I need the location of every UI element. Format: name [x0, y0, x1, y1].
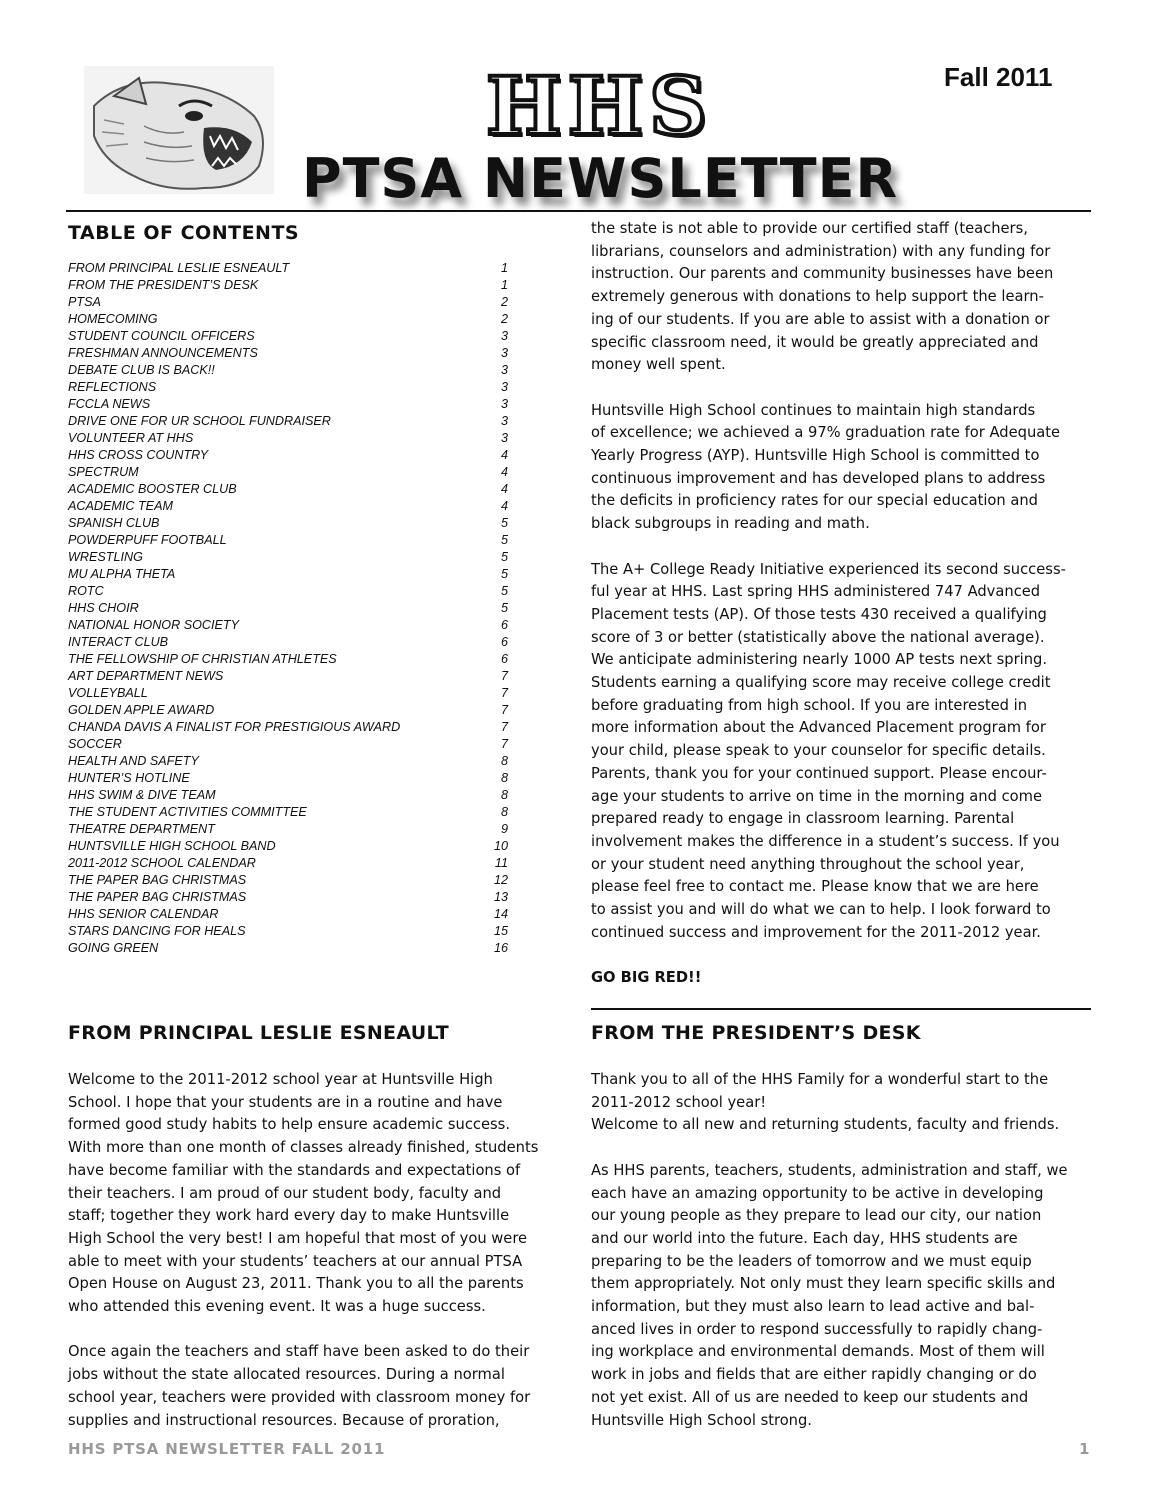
toc-item-title: ROTC: [68, 584, 104, 598]
toc-item-page: 6: [500, 652, 508, 666]
toc-item-page: 5: [500, 584, 508, 598]
text-line: them appropriately. Not only must they learn specific skills and: [591, 1275, 1056, 1293]
toc-item-page: 4: [500, 465, 508, 479]
toc-item-title: INTERACT CLUB: [68, 635, 169, 649]
president-section: [591, 1022, 1093, 1044]
toc-item-title: THEATRE DEPARTMENT: [68, 822, 215, 836]
text-line: Huntsville High School strong.: [591, 1411, 812, 1429]
president-paragraph-2: [591, 1160, 1093, 1432]
principal-paragraph-5: [591, 559, 1093, 945]
toc-item: [68, 464, 508, 481]
toc-item-title: HHS SWIM & DIVE TEAM: [68, 788, 216, 802]
text-line: ing workplace and environmental demands. Most of them will: [591, 1343, 1045, 1361]
toc-item-page: 3: [500, 431, 508, 445]
toc-item: [68, 702, 508, 719]
toc-item-title: DEBATE CLUB IS BACK!!: [68, 363, 215, 377]
toc-item-page: 7: [500, 703, 508, 717]
text-line: their teachers. I am proud of our student body, faculty and: [68, 1184, 502, 1202]
toc-item: [68, 906, 508, 923]
toc-item-page: 8: [500, 788, 508, 802]
toc-item-title: STARS DANCING FOR HEALS: [68, 924, 246, 938]
principal-paragraph-1: [68, 1069, 568, 1319]
toc-item: [68, 515, 508, 532]
toc-item: [68, 940, 508, 957]
toc-item-page: 2: [500, 312, 508, 326]
text-line: involvement makes the difference in a student’s success. If you: [591, 832, 1060, 850]
toc-item-title: HUNTSVILLE HIGH SCHOOL BAND: [68, 839, 276, 853]
toc-item-page: 7: [500, 686, 508, 700]
toc-item-page: 14: [493, 907, 508, 921]
toc-item: [68, 872, 508, 889]
text-line: specific classroom need, it would be greatly appreciated and: [591, 333, 1039, 351]
toc-item-title: FCCLA NEWS: [68, 397, 151, 411]
toc-item: [68, 532, 508, 549]
toc-item-title: MU ALPHA THETA: [68, 567, 176, 581]
principal-section: [68, 1022, 568, 1044]
text-line: 2011-2012 school year!: [591, 1093, 767, 1111]
text-line: Huntsville High School continues to maintain high standards: [591, 401, 1036, 419]
toc-item-page: 7: [500, 720, 508, 734]
toc-item-title: ACADEMIC BOOSTER CLUB: [68, 482, 237, 496]
section-divider: [591, 1008, 1091, 1010]
text-line: instruction. Our parents and community businesses have been: [591, 265, 1054, 283]
toc-item-page: 3: [500, 414, 508, 428]
toc-item-page: 9: [500, 822, 508, 836]
text-line: to assist you and will do what we can to help. I look forward to: [591, 901, 1051, 919]
text-line: jobs without the state allocated resources. During a normal: [68, 1366, 505, 1384]
toc-item-title: HHS SENIOR CALENDAR: [68, 907, 219, 921]
text-line: The A+ College Ready Initiative experienced its second success-: [591, 560, 1066, 578]
text-line: High School the very best! I am hopeful that most of you were: [68, 1229, 528, 1247]
text-line: We anticipate administering nearly 1000 AP tests next spring.: [591, 651, 1048, 669]
toc-item: [68, 838, 508, 855]
toc-item: [68, 770, 508, 787]
toc-item-title: SOCCER: [68, 737, 122, 751]
text-line: continuous improvement and has developed plans to address: [591, 469, 1046, 487]
toc-item: [68, 328, 508, 345]
text-line: the state is not able to provide our certified staff (teachers,: [591, 220, 1028, 237]
toc-item-page: 13: [493, 890, 508, 904]
toc-item-title: HUNTER’S HOTLINE: [68, 771, 190, 785]
text-line: who attended this evening event. It was a huge success.: [68, 1298, 486, 1316]
text-line: have become familiar with the standards and expectations of: [68, 1161, 521, 1179]
toc-item-page: 3: [500, 397, 508, 411]
toc-item: [68, 736, 508, 753]
text-line: please feel free to contact me. Please know that we are here: [591, 878, 1039, 896]
toc-item: [68, 396, 508, 413]
text-line: able to meet with your students’ teachers at our annual PTSA: [68, 1252, 523, 1270]
text-line: prepared ready to engage in classroom learning. Parental: [591, 810, 1015, 828]
principal-paragraph-2: [68, 1341, 568, 1432]
text-line: school year, teachers were provided with classroom money for: [68, 1388, 531, 1406]
toc-item-page: 12: [493, 873, 508, 887]
text-line: continued success and improvement for the 2011-2012 year.: [591, 923, 1041, 941]
toc-item-title: PTSA: [68, 295, 101, 309]
text-line: Students earning a qualifying score may receive college credit: [591, 674, 1051, 692]
toc-item: [68, 294, 508, 311]
principal-body: [68, 1069, 568, 1432]
toc-item: [68, 481, 508, 498]
toc-item-page: 6: [500, 618, 508, 632]
text-line: the deficits in proficiency rates for our special education and: [591, 492, 1039, 510]
toc-item-title: GOLDEN APPLE AWARD: [68, 703, 215, 717]
toc-item: [68, 498, 508, 515]
toc-item-page: 4: [500, 448, 508, 462]
toc-item-page: 1: [500, 278, 508, 292]
toc-item-page: 8: [500, 754, 508, 768]
toc-item-page: 6: [500, 635, 508, 649]
toc-item-title: FROM THE PRESIDENT’S DESK: [68, 278, 259, 292]
president-body: [591, 1069, 1093, 1432]
text-line: your child, please speak to your counselor for specific details.: [591, 742, 1046, 760]
text-line: With more than one month of classes already finished, students: [68, 1139, 539, 1157]
toc-item-title: WRESTLING: [68, 550, 143, 564]
toc-item-title: 2011-2012 SCHOOL CALENDAR: [68, 856, 256, 870]
toc-item-title: FRESHMAN ANNOUNCEMENTS: [68, 346, 258, 360]
text-line: School. I hope that your students are in a routine and have: [68, 1093, 503, 1111]
text-line: extremely generous with donations to help support the learn-: [591, 288, 1044, 306]
toc-item-title: THE PAPER BAG CHRISTMAS: [68, 890, 247, 904]
toc-item: [68, 889, 508, 906]
toc-item-page: 5: [500, 567, 508, 581]
text-line: ing of our students. If you are able to assist with a donation or: [591, 310, 1050, 328]
text-line: each have an amazing opportunity to be active in developing: [591, 1184, 1044, 1202]
footer-label: HHS PTSA NEWSLETTER FALL 2011: [68, 1440, 386, 1458]
toc-item-page: 15: [493, 924, 508, 938]
text-line: Once again the teachers and staff have been asked to do their: [68, 1343, 530, 1361]
text-line: Welcome to all new and returning students, faculty and friends.: [591, 1116, 1060, 1134]
toc-item-page: 8: [500, 805, 508, 819]
text-line: of excellence; we achieved a 97% graduation rate for Adequate: [591, 424, 1061, 442]
toc-item-title: HHS CHOIR: [68, 601, 139, 615]
toc-item: [68, 923, 508, 940]
toc-item-page: 8: [500, 771, 508, 785]
toc-item-title: CHANDA DAVIS A FINALIST FOR PRESTIGIOUS AWARD: [68, 720, 401, 734]
toc-item-page: 4: [500, 499, 508, 513]
toc-item: [68, 685, 508, 702]
text-line: Parents, thank you for your continued support. Please encour-: [591, 764, 1047, 782]
toc-item-title: HEALTH AND SAFETY: [68, 754, 199, 768]
text-line: ful year at HHS. Last spring HHS administered 747 Advanced: [591, 583, 1041, 601]
toc-item: [68, 668, 508, 685]
toc-item: [68, 617, 508, 634]
text-line: more information about the Advanced Placement program for: [591, 719, 1046, 737]
toc-item-page: 11: [494, 856, 508, 870]
president-heading: FROM THE PRESIDENT’S DESK: [591, 1022, 921, 1044]
text-line: before graduating from high school. If you are interested in: [591, 696, 1028, 714]
principal-heading: FROM PRINCIPAL LESLIE ESNEAULT: [68, 1022, 449, 1044]
toc-item-page: 5: [500, 533, 508, 547]
text-line: work in jobs and fields that are either rapidly changing or do: [591, 1366, 1037, 1384]
toc-item-page: 5: [500, 550, 508, 564]
toc-item-title: GOING GREEN: [68, 941, 159, 955]
toc-item-title: DRIVE ONE FOR UR SCHOOL FUNDRAISER: [68, 414, 331, 428]
text-line: money well spent.: [591, 356, 726, 374]
toc-item-title: VOLUNTEER AT HHS: [68, 431, 194, 445]
principal-closing: GO BIG RED!!: [591, 969, 702, 987]
text-line: As HHS parents, teachers, students, administration and staff, we: [591, 1161, 1068, 1179]
toc-item: [68, 719, 508, 736]
toc-item-title: HOMECOMING: [68, 312, 158, 326]
toc-item-title: STUDENT COUNCIL OFFICERS: [68, 329, 255, 343]
toc-item-title: THE FELLOWSHIP OF CHRISTIAN ATHLETES: [68, 652, 337, 666]
toc-item-title: POWDERPUFF FOOTBALL: [68, 533, 227, 547]
text-line: our young people as they prepare to lead our city, our nation: [591, 1207, 1042, 1225]
toc-item: [68, 804, 508, 821]
toc-list: [68, 260, 508, 957]
toc-item: [68, 260, 508, 277]
toc-item: [68, 855, 508, 872]
toc-item-title: THE PAPER BAG CHRISTMAS: [68, 873, 247, 887]
toc-item: [68, 787, 508, 804]
toc-item-page: 16: [493, 941, 508, 955]
toc-heading: TABLE OF CONTENTS: [68, 222, 300, 244]
page-number: 1: [1079, 1440, 1090, 1458]
text-line: Yearly Progress (AYP). Huntsville High School is committed to: [591, 447, 1040, 465]
principal-continued: [591, 218, 1093, 990]
toc-item-page: 3: [500, 363, 508, 377]
toc-item-page: 3: [500, 329, 508, 343]
toc-item: [68, 549, 508, 566]
text-line: not yet exist. All of us are needed to keep our students and: [591, 1388, 1029, 1406]
toc-item-page: 7: [500, 737, 508, 751]
toc-item: [68, 362, 508, 379]
text-line: age your students to arrive on time in the morning and come: [591, 787, 1043, 805]
toc-item: [68, 651, 508, 668]
issue-date: Fall 2011: [944, 62, 1053, 92]
text-line: and our world into the future. Each day, HHS students are: [591, 1229, 1018, 1247]
toc-item: [68, 413, 508, 430]
text-line: formed good study habits to help ensure academic success.: [68, 1116, 511, 1134]
text-line: staff; together they work hard every day to make Huntsville: [68, 1207, 510, 1225]
header-divider: [66, 210, 1091, 212]
newsletter-title: PTSA NEWSLETTER: [302, 147, 899, 210]
toc-item: [68, 821, 508, 838]
toc-item-title: NATIONAL HONOR SOCIETY: [68, 618, 239, 632]
toc-item-title: SPANISH CLUB: [68, 516, 160, 530]
text-line: information, but they must also learn to lead active and bal-: [591, 1298, 1035, 1316]
toc-item-title: THE STUDENT ACTIVITIES COMMITTEE: [68, 805, 307, 819]
text-line: black subgroups in reading and math.: [591, 515, 870, 533]
toc-item: [68, 447, 508, 464]
principal-paragraph-3: [591, 218, 1093, 377]
toc-item-title: ACADEMIC TEAM: [68, 499, 173, 513]
toc-item-title: HHS CROSS COUNTRY: [68, 448, 209, 462]
toc-item: [68, 583, 508, 600]
toc-item: [68, 600, 508, 617]
text-line: librarians, counselors and administration) with any funding for: [591, 242, 1051, 260]
toc-item-page: 4: [500, 482, 508, 496]
toc-item-title: SPECTRUM: [68, 465, 139, 479]
text-line: Welcome to the 2011-2012 school year at Huntsville High: [68, 1071, 493, 1088]
toc-item-page: 10: [493, 839, 508, 853]
toc-item-page: 2: [500, 295, 508, 309]
panther-mascot-icon: [84, 66, 274, 194]
text-line: Placement tests (AP). Of those tests 430 received a qualifying: [591, 605, 1047, 623]
president-paragraph-1: [591, 1069, 1093, 1137]
toc-item: [68, 277, 508, 294]
toc-item: [68, 753, 508, 770]
toc-item-title: ART DEPARTMENT NEWS: [68, 669, 224, 683]
toc-item-title: REFLECTIONS: [68, 380, 157, 394]
school-logo-text: HHS: [486, 59, 713, 153]
text-line: supplies and instructional resources. Because of proration,: [68, 1411, 500, 1429]
toc-item-page: 7: [500, 669, 508, 683]
toc-item: [68, 379, 508, 396]
toc-item: [68, 345, 508, 362]
toc-item-title: FROM PRINCIPAL LESLIE ESNEAULT: [68, 261, 290, 275]
toc-item-page: 3: [500, 346, 508, 360]
toc-item-page: 3: [500, 380, 508, 394]
toc-item: [68, 566, 508, 583]
toc-item-page: 5: [500, 601, 508, 615]
toc-item-page: 1: [500, 261, 508, 275]
toc-item-page: 5: [500, 516, 508, 530]
toc-item-title: VOLLEYBALL: [68, 686, 148, 700]
text-line: preparing to be the leaders of tomorrow and we must equip: [591, 1252, 1032, 1270]
toc-item: [68, 311, 508, 328]
text-line: score of 3 or better (statistically above the national average).: [591, 628, 1045, 646]
toc-item: [68, 634, 508, 651]
text-line: anced lives in order to respond successfully to rapidly chang-: [591, 1320, 1043, 1338]
principal-paragraph-4: [591, 400, 1093, 536]
text-line: Open House on August 23, 2011. Thank you to all the parents: [68, 1275, 524, 1293]
text-line: Thank you to all of the HHS Family for a wonderful start to the: [591, 1071, 1049, 1088]
text-line: or your student need anything throughout the school year,: [591, 855, 1025, 873]
toc-item: [68, 430, 508, 447]
